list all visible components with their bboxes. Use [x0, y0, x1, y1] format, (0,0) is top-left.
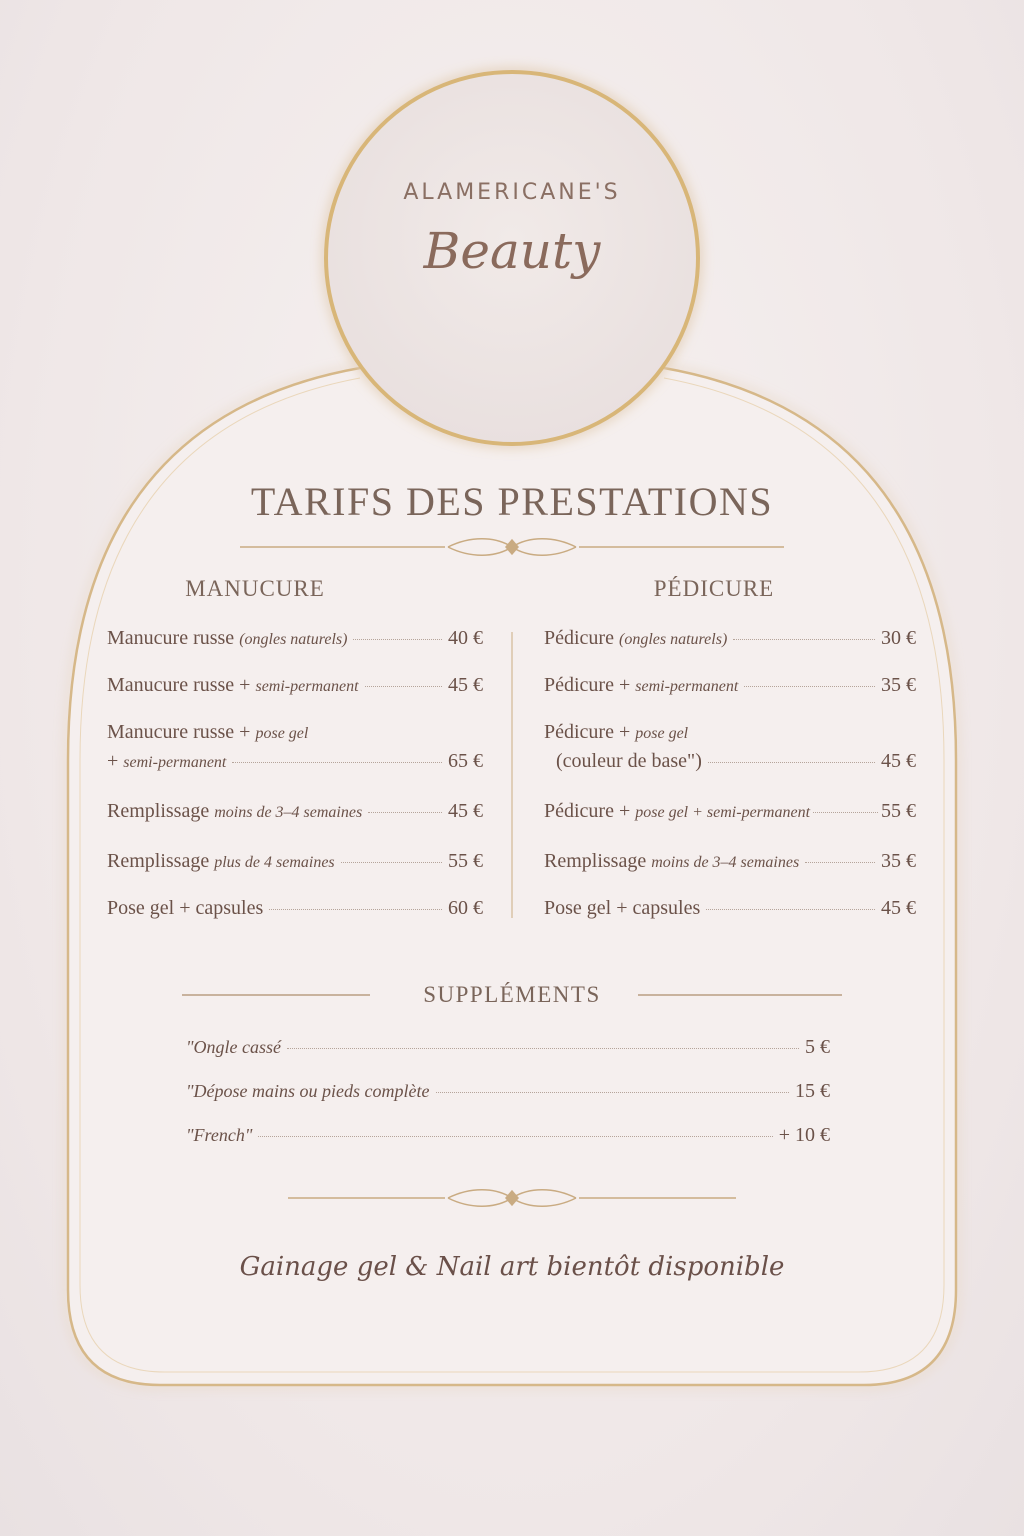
service-detail: semi-permanent [255, 678, 359, 695]
dot-leader [708, 762, 875, 763]
dot-leader [341, 862, 442, 863]
supplement-name: "French" [186, 1125, 253, 1145]
dot-leader [232, 762, 442, 763]
service-name: Pose gel + capsules [544, 897, 701, 919]
price-row [107, 674, 483, 697]
price-row [544, 850, 916, 873]
service-detail: semi-permanent [123, 754, 227, 771]
footer-note: Gainage gel & Nail art bientôt disponible [239, 1252, 785, 1282]
dot-leader [805, 862, 875, 863]
service-price: 55 € [881, 800, 916, 822]
supplement-price: 5 € [805, 1036, 830, 1058]
service-price: 65 € [448, 750, 483, 772]
supplement-price: + 10 € [778, 1124, 830, 1146]
service-name-line1 [107, 721, 308, 744]
service-price: 30 € [881, 627, 916, 649]
supplement-row [186, 1080, 830, 1103]
price-row [544, 627, 916, 650]
service-detail: plus de 4 semaines [214, 854, 335, 871]
service-name: Manucure russe + [107, 721, 251, 743]
brand-script: Beauty [423, 222, 601, 280]
service-detail: semi-permanent [635, 678, 739, 695]
dot-leader [706, 909, 875, 910]
supplement-price: 15 € [795, 1080, 830, 1102]
dot-leader [744, 686, 875, 687]
service-price: 60 € [448, 897, 483, 919]
manucure-heading: MANUCURE [185, 576, 325, 601]
supplement-row [186, 1036, 830, 1059]
service-name: Manucure russe + [107, 674, 251, 696]
service-price: 45 € [881, 897, 916, 919]
service-name-line1 [544, 721, 688, 744]
price-row [107, 627, 483, 650]
price-row [107, 800, 483, 823]
service-name-line2: + [107, 750, 119, 772]
service-price: 35 € [881, 850, 916, 872]
dot-leader [733, 639, 875, 640]
dot-leader [287, 1048, 799, 1049]
service-name: Remplissage [107, 850, 210, 872]
service-name: Pose gel + capsules [107, 897, 264, 919]
price-row [107, 750, 483, 773]
service-detail: moins de 3–4 semaines [214, 804, 363, 821]
service-price: 45 € [448, 674, 483, 696]
service-name: Pédicure [544, 627, 614, 649]
service-name: Remplissage [107, 800, 210, 822]
service-detail: moins de 3–4 semaines [651, 854, 800, 871]
dot-leader [813, 812, 878, 813]
service-price: 35 € [881, 674, 916, 696]
dot-leader [365, 686, 442, 687]
service-price: 45 € [881, 750, 916, 772]
service-name: Remplissage [544, 850, 647, 872]
service-name: Pédicure + [544, 800, 631, 822]
page-title: TARIFS DES PRESTATIONS [250, 479, 774, 524]
dot-leader [353, 639, 442, 640]
service-name-line2: (couleur de base") [556, 750, 702, 772]
service-detail: pose gel [635, 725, 689, 742]
service-price: 40 € [448, 627, 483, 649]
service-detail: (ongles naturels) [239, 631, 348, 648]
dot-leader [436, 1092, 789, 1093]
service-name: Manucure russe [107, 627, 235, 649]
price-row [544, 674, 916, 697]
price-row [556, 750, 916, 773]
supplement-name: "Ongle cassé [186, 1037, 282, 1057]
price-row [544, 800, 916, 823]
service-detail: pose gel + semi-permanent [635, 804, 811, 821]
price-row [544, 897, 916, 920]
dot-leader [258, 1136, 772, 1137]
price-row [107, 850, 483, 873]
service-price: 55 € [448, 850, 483, 872]
service-detail: (ongles naturels) [618, 631, 728, 648]
supplement-name: "Dépose mains ou pieds complète [186, 1081, 430, 1101]
service-detail: pose gel [255, 725, 309, 742]
brand-name: ALAMERICANE'S [403, 180, 621, 205]
pedicure-heading: PÉDICURE [653, 576, 775, 601]
supplement-row [186, 1124, 830, 1147]
service-name: Pédicure + [544, 674, 631, 696]
service-name: Pédicure + [544, 721, 631, 743]
service-price: 45 € [448, 800, 483, 822]
dot-leader [368, 812, 442, 813]
supplements-heading: SUPPLÉMENTS [423, 982, 601, 1007]
dot-leader [269, 909, 442, 910]
price-row [107, 897, 483, 920]
